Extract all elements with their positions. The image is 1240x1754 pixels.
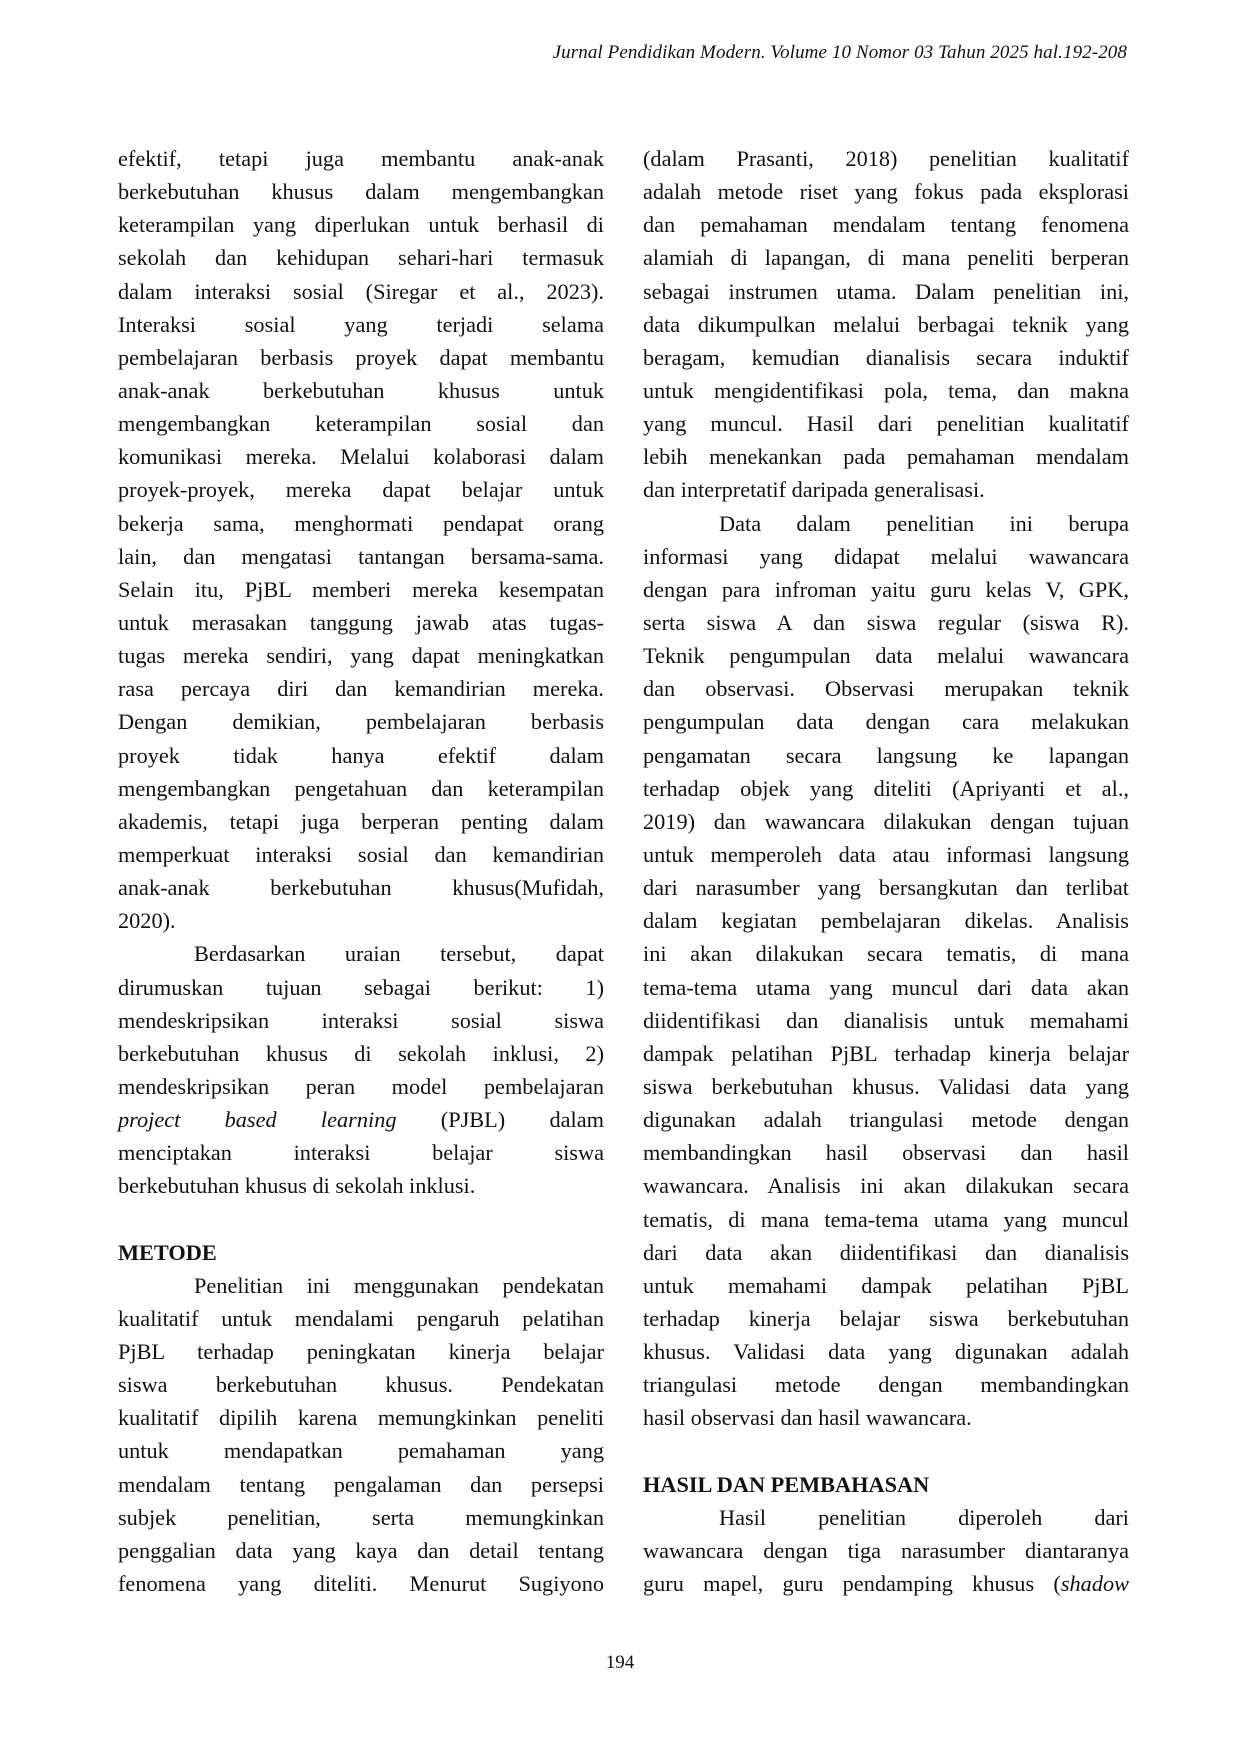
text-line: kualitatif dipilih karena memungkinkan peneliti bbox=[118, 1405, 604, 1431]
italic-term: project based learning bbox=[118, 1107, 397, 1133]
text-line: dampak pelatihan PjBL terhadap kinerja belajar bbox=[643, 1040, 1129, 1066]
text-line: Interaksi sosial yang terjadi selama bbox=[118, 311, 604, 337]
text-line: komunikasi mereka. Melalui kolaborasi dalam bbox=[118, 444, 604, 470]
paragraph-first-line: Berdasarkan uraian tersebut, dapat bbox=[194, 941, 604, 967]
text-line: untuk mendapatkan pemahaman yang bbox=[118, 1438, 604, 1464]
text-line: anak-anak berkebutuhan khusus(Mufidah, bbox=[118, 875, 604, 901]
text-line: tema-tema utama yang muncul dari data akan bbox=[643, 974, 1129, 1000]
running-header: Jurnal Pendidikan Modern. Volume 10 Nomor 03 Tahun 2025 hal.192-208 bbox=[552, 42, 1127, 63]
text-line: serta siswa A dan siswa regular (siswa R). bbox=[643, 609, 1129, 635]
text-fragment: guru mapel, guru pendamping khusus ( bbox=[643, 1571, 1061, 1597]
text-line: 2019) dan wawancara dilakukan dengan tujuan bbox=[643, 808, 1129, 834]
paragraph-first-line: Penelitian ini menggunakan pendekatan bbox=[194, 1272, 604, 1298]
text-line: pengumpulan data dengan cara melakukan bbox=[643, 709, 1129, 735]
text-line: (dalam Prasanti, 2018) penelitian kualitatif bbox=[643, 146, 1129, 171]
text-line: mendeskripsikan interaksi sosial siswa bbox=[118, 1007, 604, 1033]
text-line-mixed bbox=[118, 1103, 604, 1136]
text-line: yang muncul. Hasil dari penelitian kualitatif bbox=[643, 411, 1129, 437]
text-line: dan observasi. Observasi merupakan teknik bbox=[643, 676, 1129, 702]
text-line: siswa berkebutuhan khusus. Validasi data yang bbox=[643, 1073, 1129, 1099]
text-line: Teknik pengumpulan data melalui wawancara bbox=[643, 643, 1129, 669]
paragraph-first-line: Data dalam penelitian ini berupa bbox=[719, 510, 1129, 536]
text-line: berkebutuhan khusus dalam mengembangkan bbox=[118, 179, 604, 205]
text-line: khusus. Validasi data yang digunakan adalah bbox=[643, 1339, 1129, 1365]
text-line: berkebutuhan khusus di sekolah inklusi. bbox=[118, 1173, 476, 1199]
text-line: tematis, di mana tema-tema utama yang muncul bbox=[643, 1206, 1129, 1232]
text-line: digunakan adalah triangulasi metode dengan bbox=[643, 1107, 1129, 1133]
text-line: proyek tidak hanya efektif dalam bbox=[118, 742, 604, 768]
text-line: lebih menekankan pada pemahaman mendalam bbox=[643, 444, 1129, 470]
text-line: Selain itu, PjBL memberi mereka kesempatan bbox=[118, 576, 604, 602]
text-line: Dengan demikian, pembelajaran berbasis bbox=[118, 709, 604, 735]
italic-term: shadow bbox=[1060, 1571, 1129, 1597]
text-line: adalah metode riset yang fokus pada eksplorasi bbox=[643, 179, 1129, 205]
text-line: menciptakan interaksi belajar siswa bbox=[118, 1140, 604, 1166]
text-line: mengembangkan pengetahuan dan keterampilan bbox=[118, 775, 604, 801]
text-line: data dikumpulkan melalui berbagai teknik yang bbox=[643, 311, 1129, 337]
blank-line bbox=[118, 1203, 604, 1236]
text-line: proyek-proyek, mereka dapat belajar untuk bbox=[118, 477, 604, 503]
text-line: untuk memperoleh data atau informasi langsung bbox=[643, 841, 1129, 867]
text-line: triangulasi metode dengan membandingkan bbox=[643, 1372, 1129, 1398]
text-line: efektif, tetapi juga membantu anak-anak bbox=[118, 146, 604, 171]
text-line: wawancara dengan tiga narasumber diantaranya bbox=[643, 1537, 1129, 1563]
text-line: lain, dan mengatasi tantangan bersama-sama. bbox=[118, 543, 604, 569]
text-line: pengamatan secara langsung ke lapangan bbox=[643, 742, 1129, 768]
blank-line bbox=[643, 1434, 1129, 1467]
text-line: terhadap objek yang diteliti (Apriyanti et al., bbox=[643, 775, 1129, 801]
text-line: untuk mengidentifikasi pola, tema, dan makna bbox=[643, 377, 1129, 403]
text-line: dengan para infroman yaitu guru kelas V, GPK, bbox=[643, 576, 1129, 602]
text-line: dalam interaksi sosial (Siregar et al., 2023). bbox=[118, 278, 604, 304]
text-line: terhadap kinerja belajar siswa berkebutuhan bbox=[643, 1305, 1129, 1331]
text-line: penggalian data yang kaya dan detail tentang bbox=[118, 1537, 604, 1563]
text-line: fenomena yang diteliti. Menurut Sugiyono bbox=[118, 1571, 604, 1597]
section-heading: HASIL DAN PEMBAHASAN bbox=[643, 1471, 930, 1497]
right-column bbox=[643, 142, 1129, 1600]
section-heading: METODE bbox=[118, 1239, 217, 1265]
text-line: wawancara. Analisis ini akan dilakukan secara bbox=[643, 1173, 1129, 1199]
text-line: alamiah di lapangan, di mana peneliti berperan bbox=[643, 245, 1129, 271]
text-line-mixed bbox=[643, 1567, 1129, 1600]
text-line: siswa berkebutuhan khusus. Pendekatan bbox=[118, 1372, 604, 1398]
text-line: hasil observasi dan hasil wawancara. bbox=[643, 1405, 972, 1431]
text-line: dari data akan diidentifikasi dan dianalisis bbox=[643, 1239, 1129, 1265]
text-line: diidentifikasi dan dianalisis untuk memahami bbox=[643, 1007, 1129, 1033]
text-line: anak-anak berkebutuhan khusus untuk bbox=[118, 377, 604, 403]
text-line: dirumuskan tujuan sebagai berikut: 1) bbox=[118, 974, 604, 1000]
text-line: dalam kegiatan pembelajaran dikelas. Analisis bbox=[643, 908, 1129, 934]
text-line: untuk memahami dampak pelatihan PjBL bbox=[643, 1272, 1129, 1298]
text-line: dari narasumber yang bersangkutan dan terlibat bbox=[643, 875, 1129, 901]
text-line: berkebutuhan khusus di sekolah inklusi, 2) bbox=[118, 1040, 604, 1066]
text-line: sekolah dan kehidupan sehari-hari termasuk bbox=[118, 245, 604, 271]
text-line: kualitatif untuk mendalami pengaruh pelatihan bbox=[118, 1305, 604, 1331]
paragraph-first-line: Hasil penelitian diperoleh dari bbox=[719, 1504, 1129, 1530]
text-line: informasi yang didapat melalui wawancara bbox=[643, 543, 1129, 569]
text-line: bekerja sama, menghormati pendapat orang bbox=[118, 510, 604, 536]
text-line: subjek penelitian, serta memungkinkan bbox=[118, 1504, 604, 1530]
page-number: 194 bbox=[605, 1652, 635, 1673]
text-line: beragam, kemudian dianalisis secara induktif bbox=[643, 344, 1129, 370]
text-line: mendalam tentang pengalaman dan persepsi bbox=[118, 1471, 604, 1497]
text-line: untuk merasakan tanggung jawab atas tugas- bbox=[118, 609, 604, 635]
text-line: akademis, tetapi juga berperan penting dalam bbox=[118, 808, 604, 834]
text-line: rasa percaya diri dan kemandirian mereka. bbox=[118, 676, 604, 702]
text-line: PjBL terhadap peningkatan kinerja belajar bbox=[118, 1339, 604, 1365]
text-line: tugas mereka sendiri, yang dapat meningkatkan bbox=[118, 643, 604, 669]
text-fragment: (PJBL) dalam bbox=[440, 1107, 604, 1133]
text-line: sebagai instrumen utama. Dalam penelitian ini, bbox=[643, 278, 1129, 304]
text-line: memperkuat interaksi sosial dan kemandirian bbox=[118, 841, 604, 867]
text-line: 2020). bbox=[118, 908, 176, 934]
text-line: membandingkan hasil observasi dan hasil bbox=[643, 1140, 1129, 1166]
text-line: dan pemahaman mendalam tentang fenomena bbox=[643, 212, 1129, 238]
left-column bbox=[118, 142, 604, 1600]
text-line: pembelajaran berbasis proyek dapat membantu bbox=[118, 344, 604, 370]
text-line: dan interpretatif daripada generalisasi. bbox=[643, 477, 985, 503]
text-line: keterampilan yang diperlukan untuk berhasil di bbox=[118, 212, 604, 238]
text-line: mengembangkan keterampilan sosial dan bbox=[118, 411, 604, 437]
text-line: mendeskripsikan peran model pembelajaran bbox=[118, 1073, 604, 1099]
text-line: ini akan dilakukan secara tematis, di mana bbox=[643, 941, 1129, 967]
